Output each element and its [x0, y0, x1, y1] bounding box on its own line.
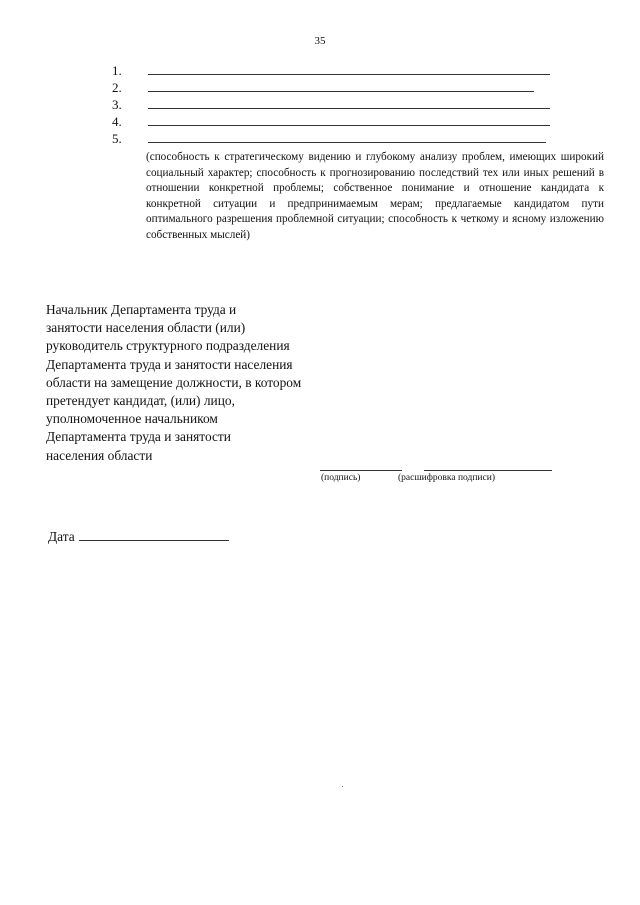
signatory-line: Департамента труда и занятости населения — [46, 356, 293, 372]
list-item-number: 1. — [112, 63, 122, 78]
signatory-line: претендует кандидат, (или) лицо, — [46, 393, 235, 409]
answer-line — [148, 142, 546, 143]
list-item — [112, 79, 552, 96]
signatory-line: области на замещение должности, в котором — [46, 374, 302, 390]
scan-speck — [342, 786, 343, 787]
criteria-hint: (способность к стратегическому видению и глубокому анализу проблем, имеющих широкий социальный характер; способность к прогнозированию последствий тех или иных решений в отношении конкретной проблемы; собственное понимание и отношение кандидата к конкретной ситуации и предпринимаемым мерам; предлагаемые кандидатом пути оптимального разрешения проблемной ситуации; способность к четкому и ясному изложению собственных мыслей) — [146, 151, 604, 241]
signatory-block — [46, 301, 366, 465]
signatory-line: Департамента труда и занятости — [46, 429, 231, 445]
list-item — [112, 130, 552, 147]
signatory-line: Начальник Департамента труда и — [46, 302, 237, 317]
signatory-line: населения области — [46, 447, 153, 463]
signature-decode-line — [424, 470, 552, 471]
list-item-number: 2. — [112, 80, 122, 95]
numbered-answer-list — [112, 62, 552, 147]
signatory-line: уполномоченное начальником — [46, 411, 218, 427]
date-line — [79, 540, 229, 541]
signature-caption: (подпись) — [321, 473, 361, 483]
list-item — [112, 113, 552, 130]
answer-line — [148, 74, 550, 75]
answer-line — [148, 125, 550, 126]
date-label: Дата — [48, 529, 75, 544]
list-item — [112, 96, 552, 113]
page-number: 35 — [314, 35, 326, 47]
signature-line — [320, 470, 402, 471]
signatory-line: занятости населения области (или) — [46, 320, 246, 336]
list-item-number: 5. — [112, 131, 122, 146]
signatory-line: руководитель структурного подразделения — [46, 338, 290, 354]
list-item-number: 4. — [112, 114, 122, 129]
signature-decode-caption: (расшифровка подписи) — [398, 473, 495, 483]
list-item — [112, 62, 552, 79]
list-item-number: 3. — [112, 97, 122, 112]
answer-line — [148, 108, 550, 109]
date-row — [48, 528, 229, 546]
answer-line — [148, 91, 534, 92]
